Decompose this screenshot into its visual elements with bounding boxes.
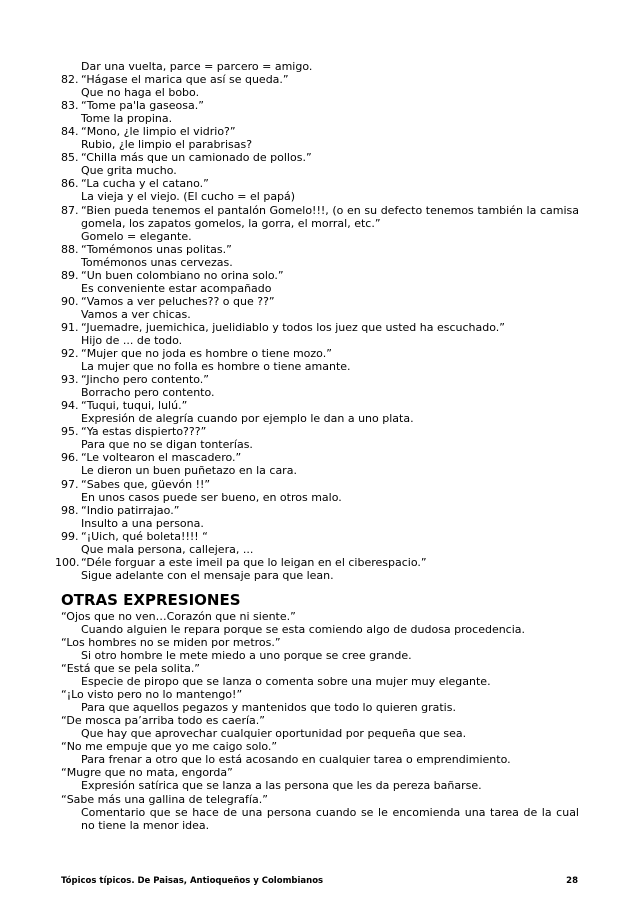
list-item xyxy=(61,204,579,243)
entry-number: 84. xyxy=(61,125,79,139)
list-item xyxy=(61,610,579,636)
entry-meaning: La mujer que no folla es hombre o tiene amante. xyxy=(81,360,351,374)
expression-meaning: Especie de piropo que se lanza o comenta sobre una mujer muy elegante. xyxy=(81,675,491,689)
entry-meaning: Que grita mucho. xyxy=(81,164,177,178)
expression-quote: “No me empuje que yo me caigo solo.” xyxy=(61,740,278,754)
expression-meaning: Para frenar a otro que lo está acosando en cualquier tarea o emprendimiento. xyxy=(81,753,511,767)
entry-number: 89. xyxy=(61,268,79,282)
entry-quote: “Indio patirrajao.” xyxy=(81,503,180,517)
entry-number: 91. xyxy=(61,320,79,334)
entry-quote: “Mono, ¿le limpio el vidrio?” xyxy=(81,125,236,139)
list-item xyxy=(61,688,579,714)
entry-quote: “La cucha y el catano.” xyxy=(81,177,209,191)
expression-meaning: Que hay que aprovechar cualquier oportunidad por pequeña que sea. xyxy=(81,727,467,741)
expression-meaning: Para que aquellos pegazos y mantenidos que todo lo quieren gratis. xyxy=(81,701,456,715)
entry-number: 97. xyxy=(61,477,79,491)
entry-number: 87. xyxy=(61,203,79,217)
entry-meaning: Que no haga el bobo. xyxy=(81,86,200,100)
entry-number: 82. xyxy=(61,73,79,87)
entry-quote: “Juemadre, juemichica, juelidiablo y todos los juez que usted ha escuchado.” xyxy=(81,320,505,334)
list-item xyxy=(61,99,579,125)
entry-quote: “Ya estas dispierto???” xyxy=(81,425,207,439)
list-item xyxy=(61,321,579,347)
entry-number: 94. xyxy=(61,399,79,413)
list-item xyxy=(61,151,579,177)
entry-quote: “Bien pueda tenemos el pantalón Gomelo!!!, (o en su defecto tenemos también la camisa gomela, los zapatos gomelos, la gorra, el morral, etc.” xyxy=(81,203,579,230)
entry-quote: “Chilla más que un camionado de pollos.” xyxy=(81,151,312,165)
list-item xyxy=(61,451,579,477)
entry-meaning: Es conveniente estar acompañado xyxy=(81,281,272,295)
section-heading: OTRAS EXPRESIONES xyxy=(61,590,241,609)
list-item xyxy=(61,766,579,792)
entry-number: 93. xyxy=(61,373,79,387)
entry-quote: “Vamos a ver peluches?? o que ??” xyxy=(81,294,275,308)
entry-quote: “Déle forguar a este imeil pa que lo leigan en el ciberespacio.” xyxy=(81,555,427,569)
entry-meaning: Le dieron un buen puñetazo en la cara. xyxy=(81,464,297,478)
list-item xyxy=(61,714,579,740)
list-item xyxy=(61,269,579,295)
expression-quote: “Está que se pela solita.” xyxy=(61,662,201,676)
page-number: 28 xyxy=(566,876,578,886)
entry-meaning: Vamos a ver chicas. xyxy=(81,307,191,321)
entry-number: 98. xyxy=(61,503,79,517)
expression-quote: “De mosca pa’arriba todo es caería.” xyxy=(61,714,265,728)
footer-title: Tópicos típicos. De Paisas, Antioqueños y Colombianos xyxy=(61,876,324,886)
entry-number: 85. xyxy=(61,151,79,165)
page-content xyxy=(55,60,579,832)
list-item xyxy=(61,73,579,99)
entry-quote: “Tuqui, tuqui, lulú.” xyxy=(81,399,188,413)
entry-meaning: Tomémonos unas cervezas. xyxy=(81,255,233,269)
entry-meaning: Borracho pero contento. xyxy=(81,386,215,400)
entry-quote: “Hágase el marica que así se queda.” xyxy=(81,73,289,87)
expression-meaning: Comentario que se hace de una persona cuando se le encomienda una tarea de la cual no tiene la menor idea. xyxy=(81,805,579,832)
entry-meaning: Gomelo = elegante. xyxy=(81,229,192,243)
list-item xyxy=(55,555,579,582)
expression-meaning: Cuando alguien le repara porque se esta comiendo algo de dudosa procedencia. xyxy=(81,622,526,636)
entry-quote: “¡Uich, qué boleta!!!! “ xyxy=(81,529,208,543)
entry-number: 95. xyxy=(61,425,79,439)
list-item xyxy=(61,347,579,373)
expression-quote: “Sabe más una gallina de telegrafía.” xyxy=(61,792,268,806)
entry-number: 99. xyxy=(61,529,79,543)
entry-meaning: Expresión de alegría cuando por ejemplo le dan a uno plata. xyxy=(81,412,414,426)
entry-quote: “Tome pa'la gaseosa.” xyxy=(81,99,204,113)
entry-number: 90. xyxy=(61,294,79,308)
list-item xyxy=(61,399,579,425)
list-item xyxy=(61,478,579,504)
page-footer xyxy=(61,876,578,886)
list-item xyxy=(61,636,579,662)
entry-number: 100. xyxy=(55,555,80,569)
entry-meaning: Insulto a una persona. xyxy=(81,516,204,530)
list-item xyxy=(61,504,579,530)
entry-meaning: Rubio, ¿le limpio el parabrisas? xyxy=(81,138,253,152)
entry-meaning: Dar una vuelta, parce = parcero = amigo. xyxy=(81,60,313,73)
list-item xyxy=(61,740,579,766)
list-item xyxy=(61,662,579,688)
entry-number: 96. xyxy=(61,451,79,465)
expression-meaning: Si otro hombre le mete miedo a uno porque se cree grande. xyxy=(81,649,412,663)
expression-quote: “Los hombres no se miden por metros.” xyxy=(61,635,281,649)
entry-quote: “Mujer que no joda es hombre o tiene mozo.” xyxy=(81,347,332,361)
entry-quote: “Le voltearon el mascadero.” xyxy=(81,451,242,465)
list-item xyxy=(61,177,579,203)
expression-meaning: Expresión satírica que se lanza a las persona que les da pereza bañarse. xyxy=(81,779,482,793)
entry-meaning: La vieja y el viejo. (El cucho = el papá) xyxy=(81,190,296,204)
list-item xyxy=(61,295,579,321)
expression-quote: “¡Lo visto pero no lo mantengo!” xyxy=(61,688,243,702)
entry-quote: “Jincho pero contento.” xyxy=(81,373,209,387)
list-item xyxy=(61,530,579,556)
entry-meaning: Tome la propina. xyxy=(81,112,173,126)
entry-meaning: Sigue adelante con el mensaje para que lean. xyxy=(81,568,334,582)
list-item xyxy=(61,793,579,832)
expression-quote: “Mugre que no mata, engorda” xyxy=(61,766,233,780)
entry-quote: “Tomémonos unas politas.” xyxy=(81,242,232,256)
list-item xyxy=(61,373,579,399)
expression-quote: “Ojos que no ven…Corazón que ni siente.” xyxy=(61,609,296,623)
entry-number: 88. xyxy=(61,242,79,256)
entry-meaning: Que mala persona, callejera, ... xyxy=(81,542,254,556)
list-item xyxy=(61,425,579,451)
entry-meaning: Para que no se digan tonterías. xyxy=(81,438,253,452)
entry-quote: “Un buen colombiano no orina solo.” xyxy=(81,268,284,282)
list-item xyxy=(61,125,579,151)
list-item xyxy=(61,243,579,269)
entry-number: 92. xyxy=(61,347,79,361)
entry-number: 86. xyxy=(61,177,79,191)
entry-number: 83. xyxy=(61,99,79,113)
entry-quote: “Sabes que, güevón !!” xyxy=(81,477,211,491)
entry-meaning: En unos casos puede ser bueno, en otros malo. xyxy=(81,490,342,504)
entry-meaning: Hijo de ... de todo. xyxy=(81,333,183,347)
list-item xyxy=(61,60,579,73)
